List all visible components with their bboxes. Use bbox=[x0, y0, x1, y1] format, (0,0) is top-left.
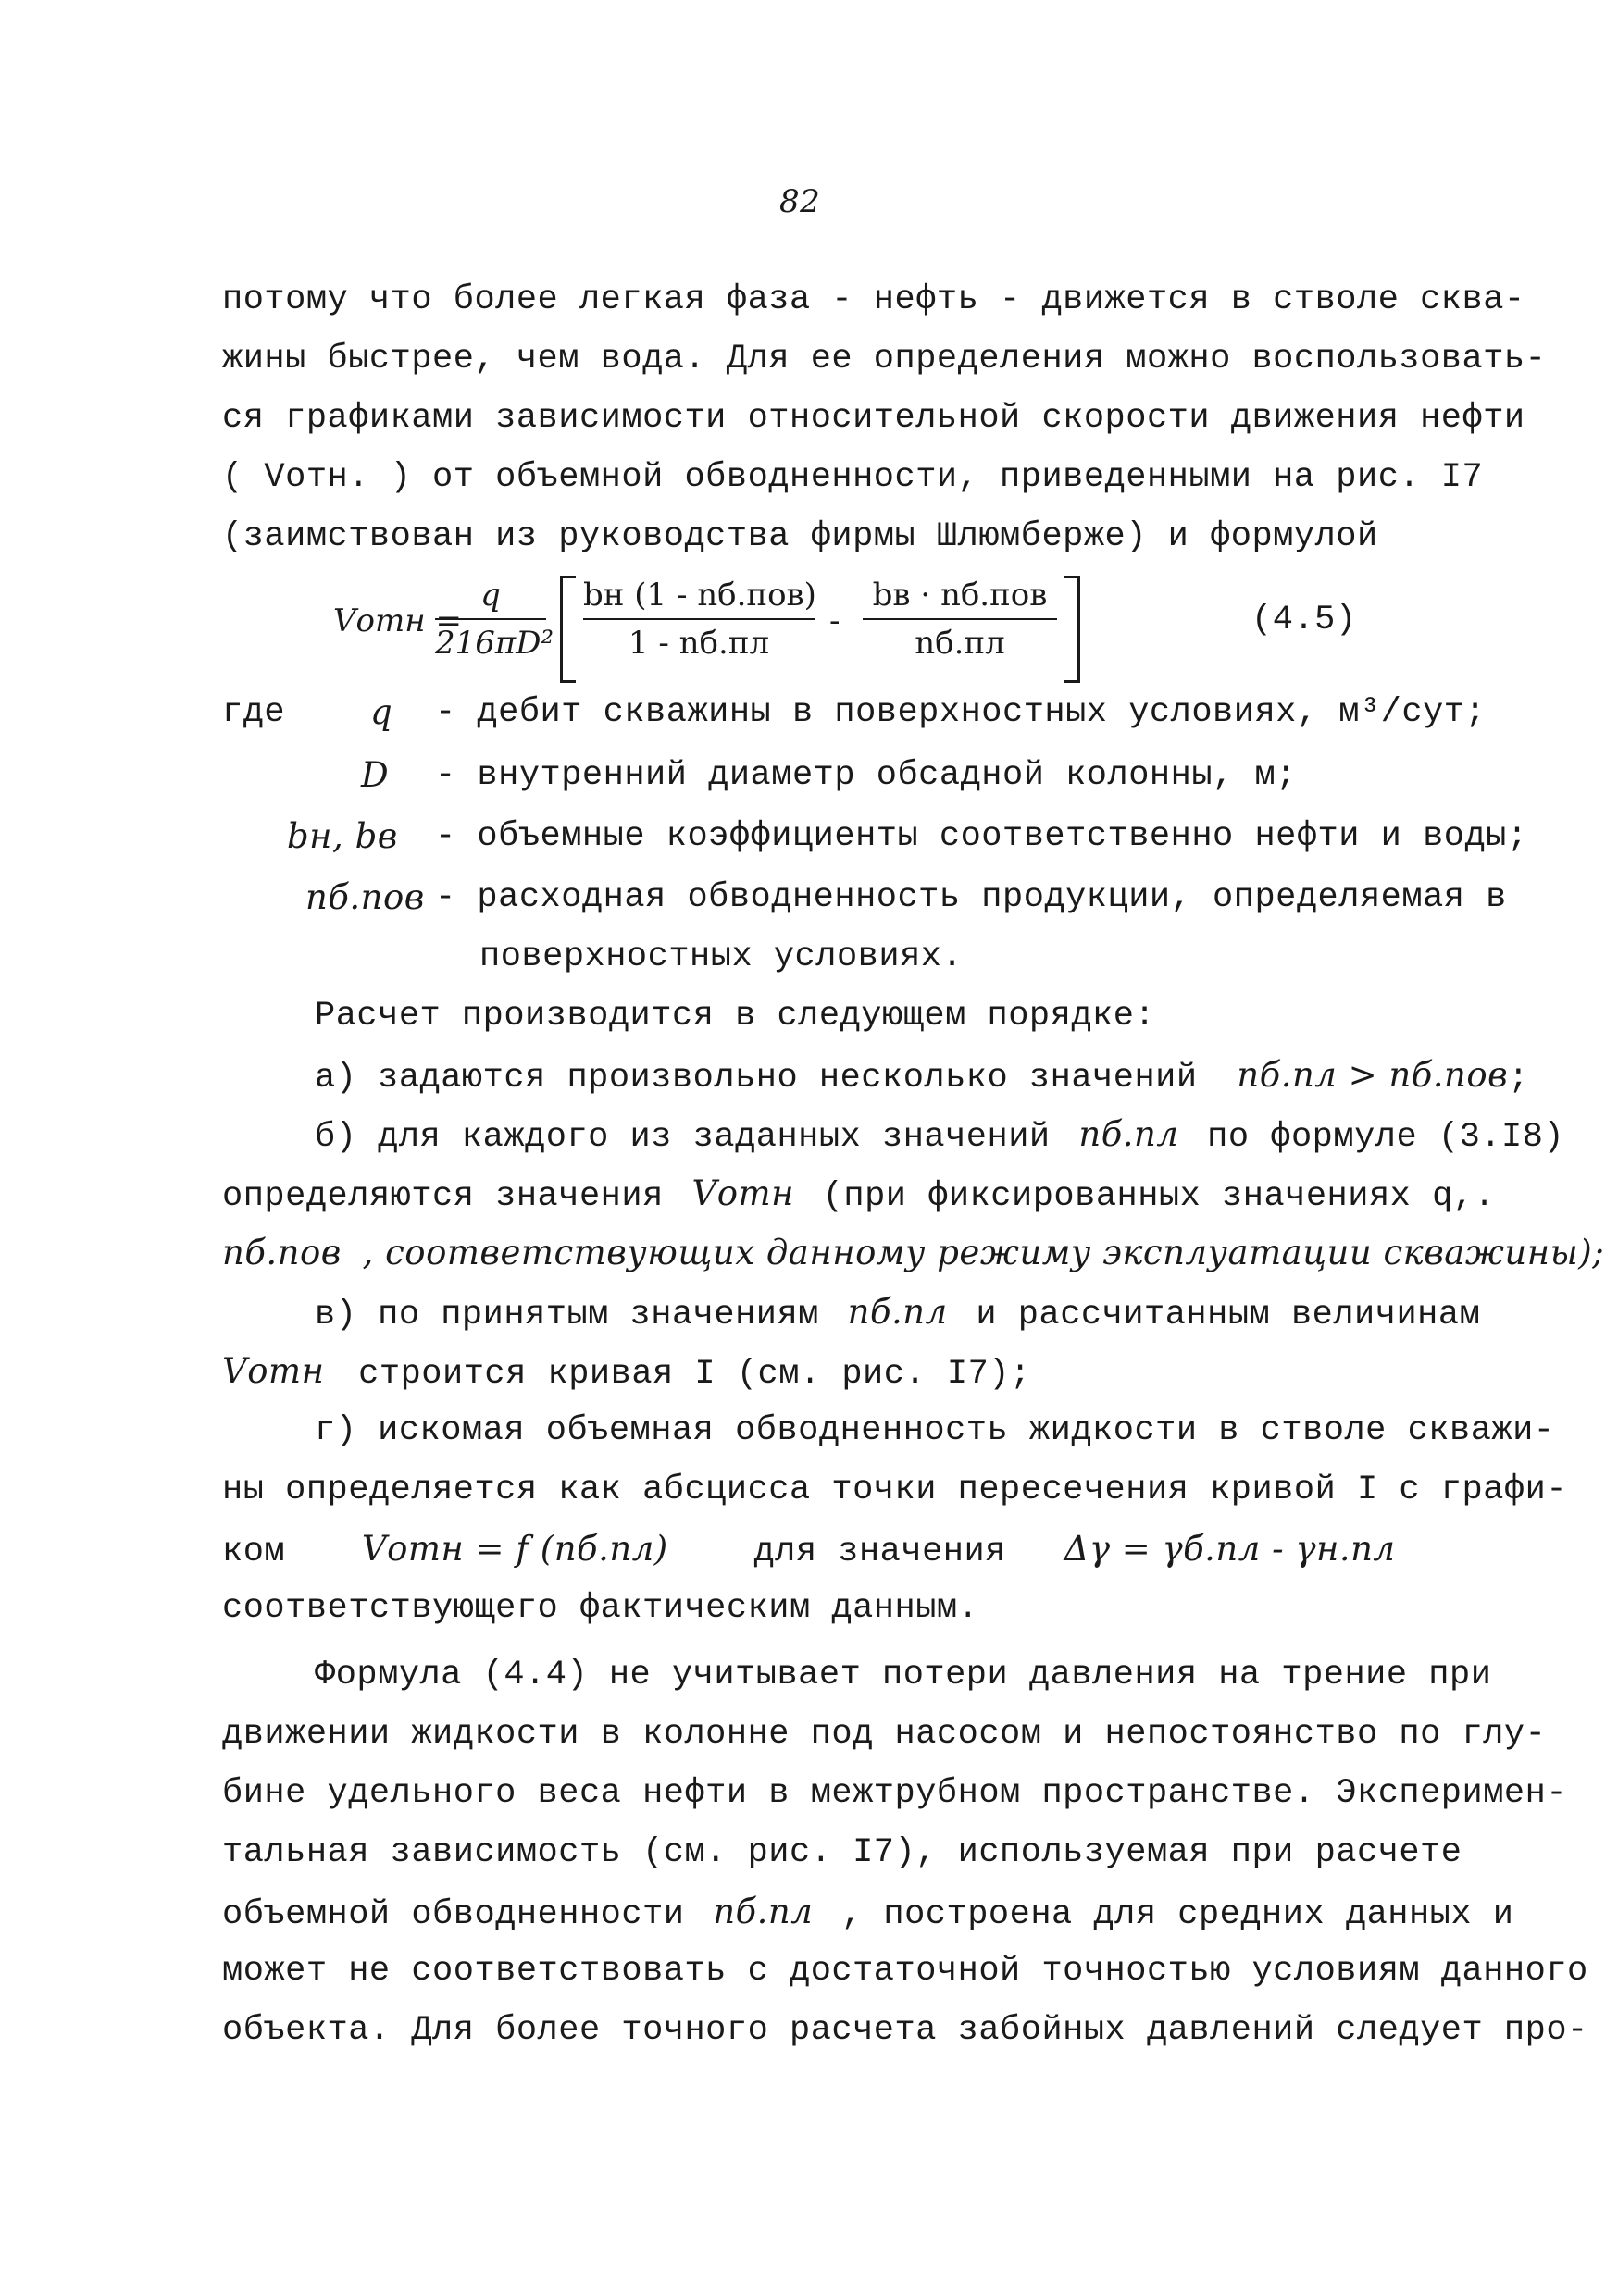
text-line: тальная зависимость (см. рис. I7), используемая при расчете bbox=[222, 1833, 1462, 1872]
step-g-line-1: г) искомая объемная обводненность жидкости в стволе скважи- bbox=[315, 1411, 1555, 1450]
step-b-line-1: б) для каждого из заданных значений nб.пл по формуле (3.I8) bbox=[315, 1114, 1565, 1157]
def-text: - расходная обводненность продукции, определяемая в bbox=[435, 878, 1507, 917]
def-symbol: bн, bв bbox=[287, 816, 398, 856]
steps-intro: Расчет производится в следующем порядке: bbox=[315, 997, 1156, 1036]
step-a: а) задаются произвольно несколько значений nб.пл > nб.пов; bbox=[315, 1055, 1529, 1098]
text-line: (заимствован из руководства фирмы Шлюмберже) и формулой bbox=[222, 517, 1378, 556]
text-line: движении жидкости в колонне под насосом и непостоянство по глу- bbox=[222, 1715, 1547, 1754]
step-g-line-2: ны определяется как абсцисса точки пересечения кривой I с графи- bbox=[222, 1471, 1568, 1509]
text-line: ( Vотн. ) от объемной обводненности, приведенными на рис. I7 bbox=[222, 458, 1484, 497]
def-continuation: поверхностных условиях. bbox=[479, 937, 964, 976]
formula-minus: - bbox=[829, 602, 840, 639]
where-label: где bbox=[222, 693, 286, 732]
text-line: жины быстрее, чем вода. Для ее определения можно воспользовать- bbox=[222, 340, 1547, 379]
text-line: потому что более легкая фаза - нефть - движется в стволе сква- bbox=[222, 280, 1525, 319]
page-number: 82 bbox=[779, 183, 821, 220]
text-line: объемной обводненности nб.пл , построена для средних данных и bbox=[222, 1892, 1514, 1934]
def-text: - объемные коэффициенты соответственно нефти и воды; bbox=[435, 817, 1528, 856]
step-v-line-1: в) по принятым значениям nб.пл и рассчитанным величинам bbox=[315, 1292, 1481, 1334]
right-bracket bbox=[1064, 576, 1080, 683]
text-line: бине удельного веса нефти в межтрубном пространстве. Эксперимен- bbox=[222, 1774, 1568, 1813]
text-line: Формула (4.4) не учитывает потери давления на трение при bbox=[315, 1656, 1492, 1694]
text-line: может не соответствовать с достаточной точностью условиям данного bbox=[222, 1952, 1588, 1991]
left-bracket bbox=[560, 576, 576, 683]
def-symbol: D bbox=[361, 755, 390, 795]
def-text: - дебит скважины в поверхностных условиях, м³/сут; bbox=[435, 693, 1487, 732]
def-symbol: nб.пов bbox=[305, 877, 425, 917]
step-b-line-2: определяются значения Vотн (при фиксированных значениях q,. bbox=[222, 1173, 1496, 1216]
def-text: - внутренний диаметр обсадной колонны, м; bbox=[435, 756, 1297, 795]
step-v-line-2: Vотн строится кривая I (см. рис. I7); bbox=[222, 1351, 1031, 1394]
def-symbol: q bbox=[370, 692, 393, 732]
formula-term-2: bв · nб.пов nб.пл bbox=[863, 576, 1057, 663]
formula-term-1: bн (1 - nб.пов) 1 - nб.пл bbox=[583, 577, 816, 662]
step-g-line-3: ком Vотн = f (nб.пл) для значения Δγ = γб.пл - γн.пл bbox=[222, 1529, 1396, 1571]
equation-number: (4.5) bbox=[1251, 601, 1357, 639]
formula-coefficient: q 216πD² bbox=[435, 577, 554, 662]
text-line: ся графиками зависимости относительной скорости движения нефти bbox=[222, 399, 1525, 438]
text-line: объекта. Для более точного расчета забойных давлений следует про- bbox=[222, 2011, 1588, 2050]
step-g-line-4: соответствующего фактическим данным. bbox=[222, 1589, 979, 1628]
formula-lhs: Vотн = bbox=[333, 602, 462, 639]
step-b-line-3: nб.пов , соответствующих данному режиму эксплуатации скважины); bbox=[222, 1233, 1605, 1272]
formula-4-5 bbox=[333, 565, 1148, 694]
